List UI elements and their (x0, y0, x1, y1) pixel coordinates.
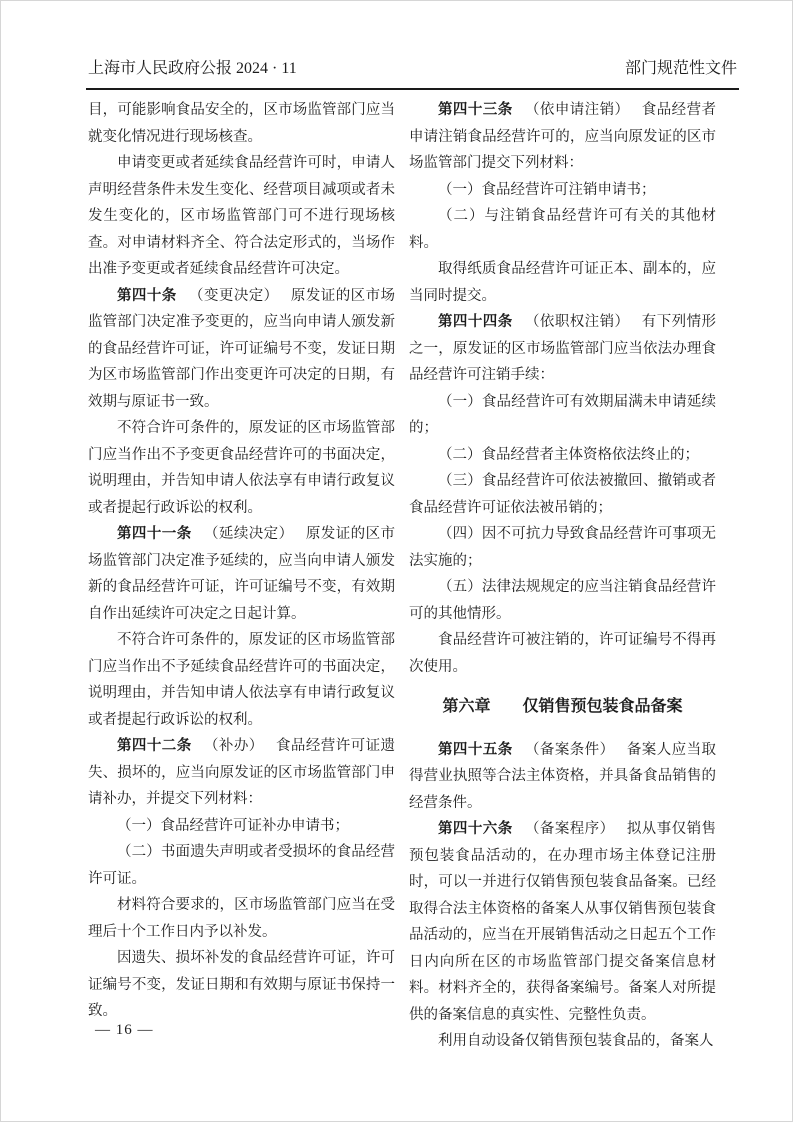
paragraph: 利用自动设备仅销售预包装食品的，备案人 (438, 1033, 714, 1049)
paragraph: 材料符合要求的，区市场监管部门应当在受理后十个工作日内予以补发。 (88, 897, 395, 940)
article-text: 食品经营许可证遗失、损坏的，应当向原发证的区市场监管部门申请补办，并提交下列材料： (88, 738, 396, 807)
article-paragraph (88, 283, 395, 416)
list-item: （三）食品经营许可依法被撤回、撤销或者食品经营许可证依法被吊销的； (409, 473, 716, 516)
article-number: 第四十四条 (438, 314, 513, 330)
page-number: — 16 — (95, 1022, 154, 1038)
list-item: （二）书面遗失声明或者受损坏的食品经营许可证。 (88, 844, 395, 887)
article-text: 备案人应当取得营业执照等合法主体资格，并具备食品销售的经营条件。 (409, 741, 717, 811)
paragraph: 不符合许可条件的，原发证的区市场监管部门应当作出不予延续食品经营许可的书面决定，说明理由，并告知申请人依法享有申请行政复议或者提起行政诉讼的权利。 (88, 632, 395, 728)
article-text: 有下列情形之一，原发证的区市场监管部门应当依法办理食品经营许可注销手续： (409, 314, 717, 383)
article-label: （变更决定） (189, 287, 279, 304)
article-paragraph (88, 733, 395, 813)
article-label: （补办） (203, 738, 264, 754)
paragraph: 因遗失、损坏补发的食品经营许可证，许可证编号不变，发证日期和有效期与原证书保持一致。 (88, 950, 395, 1019)
article-label: （依申请注销） (524, 102, 630, 118)
list-item: （一）食品经营许可有效期届满未申请延续的； (409, 393, 716, 436)
list-item: （一）食品经营许可证补办申请书； (117, 817, 349, 834)
article-text: 原发证的区市场监管部门决定准予延续的，应当向申请人颁发新的食品经营许可证，许可证编号不变，有效期自作出延续许可决定之日起计算。 (88, 526, 396, 622)
article-number: 第四十二条 (117, 738, 192, 754)
article-paragraph (409, 816, 716, 1028)
header-section-label: 部门规范性文件 (624, 60, 737, 77)
header-gazette-title: 上海市人民政府公报 2024 · 11 (88, 60, 297, 77)
paragraph: 食品经营许可被注销的，许可证编号不得再次使用。 (409, 632, 716, 675)
article-paragraph (88, 521, 395, 627)
left-column (88, 97, 395, 1055)
article-number: 第四十一条 (117, 526, 192, 542)
article-number: 第四十五条 (438, 741, 513, 758)
list-item: （二）食品经营者主体资格依法终止的； (438, 446, 699, 463)
chapter-heading: 第六章 仅销售预包装食品备案 (442, 698, 683, 715)
article-paragraph (409, 309, 716, 389)
article-text: 拟从事仅销售预包装食品活动的，在办理市场主体登记注册时，可以一并进行仅销售预包装食品备案。已经取得合法主体资格的备案人从事仅销售预包装食品活动的，应当在开展销售活动之日起五个工作日内向所在区的市场监管部门提交备案信息材料。材料齐全的，获得备案编号。备案人对所提供的备案信息的真实性、完整性负责。 (409, 821, 717, 1023)
document-body (88, 97, 716, 1055)
right-column (409, 97, 716, 1055)
list-item: （四）因不可抗力导致食品经营许可事项无法实施的； (409, 526, 716, 569)
article-paragraph (409, 97, 716, 177)
article-text: 原发证的区市场监管部门决定准予变更的，应当向申请人颁发新的食品经营许可证，许可证编号不变，发证日期为区市场监管部门作出变更许可决定的日期，有效期与原证书一致。 (88, 287, 395, 410)
list-item: （五）法律法规规定的应当注销食品经营许可的其他情形。 (409, 579, 716, 622)
article-number: 第四十条 (117, 287, 177, 304)
page-footer (95, 1020, 154, 1040)
paragraph: 申请变更或者延续食品经营许可时，申请人声明经营条件未发生变化、经营项目减项或者未发生变化的，区市场监管部门可不进行现场核查。对申请材料齐全、符合法定形式的，当场作出准予变更或者延续食品经营许可决定。 (88, 155, 395, 277)
paragraph: 不符合许可条件的，原发证的区市场监管部门应当作出不予变更食品经营许可的书面决定，说明理由，并告知申请人依法享有申请行政复议或者提起行政诉讼的权利。 (88, 420, 395, 516)
article-label: （备案程序） (524, 821, 615, 837)
article-label: （延续决定） (203, 526, 294, 542)
article-label: （依职权注销） (524, 314, 630, 330)
article-text: 食品经营者申请注销食品经营许可的，应当向原发证的区市场监管部门提交下列材料： (409, 102, 717, 171)
article-label: （备案条件） (524, 741, 615, 758)
list-item: （一）食品经营许可注销申请书； (438, 181, 656, 198)
list-item: （二）与注销食品经营许可有关的其他材料。 (409, 208, 716, 251)
article-number: 第四十三条 (438, 102, 513, 118)
continuation-paragraph: 目，可能影响食品安全的，区市场监管部门应当就变化情况进行现场核查。 (88, 102, 395, 145)
page-header (88, 58, 737, 80)
article-number: 第四十六条 (438, 821, 513, 837)
header-rule (86, 88, 739, 90)
article-paragraph (409, 737, 716, 817)
paragraph: 取得纸质食品经营许可证正本、副本的，应当同时提交。 (409, 261, 716, 304)
